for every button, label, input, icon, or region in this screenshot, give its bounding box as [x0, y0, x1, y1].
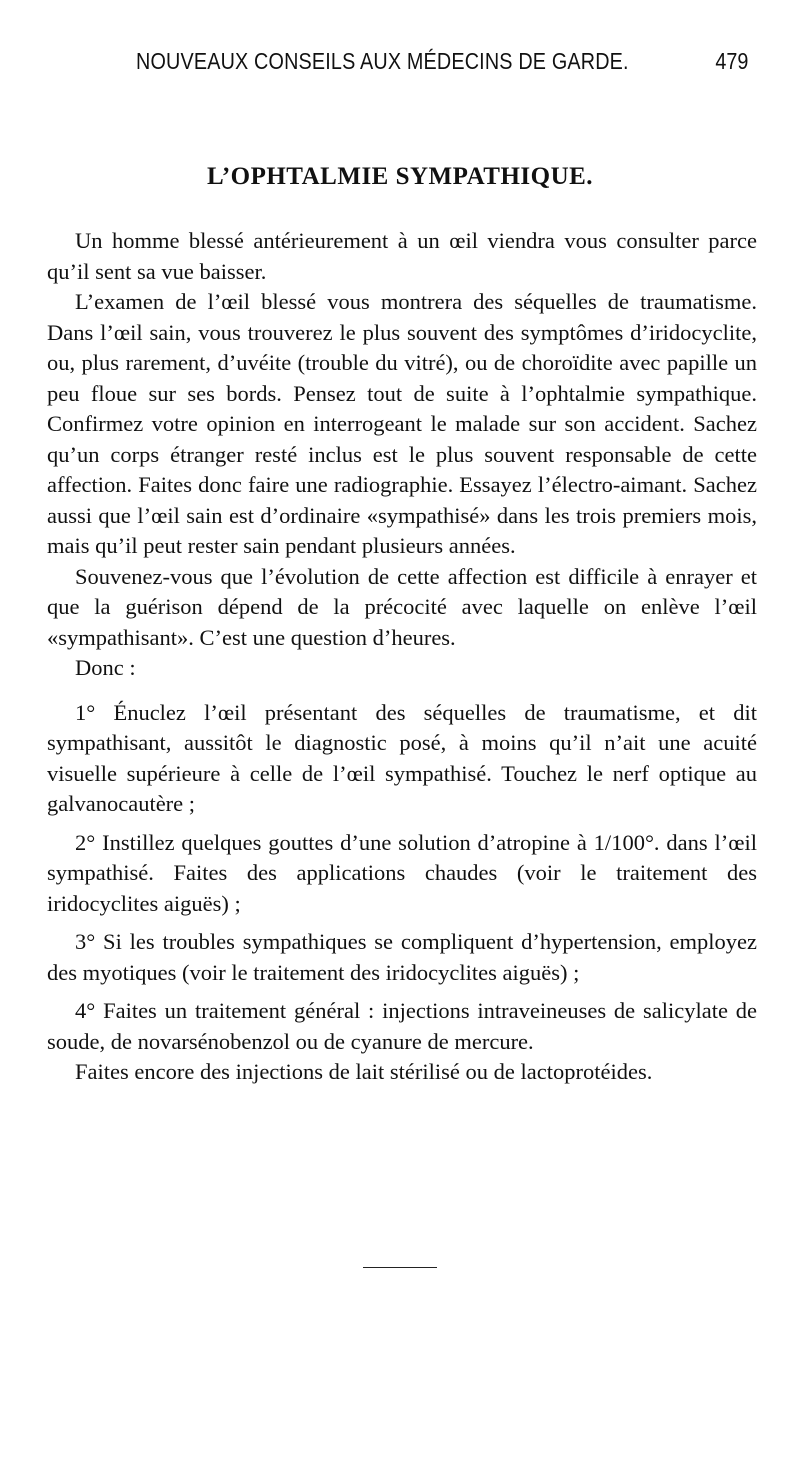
list-item-2: 2° Instillez quelques gouttes d’une solution d’atropine à 1/100°. dans l’œil sympathisé. Faites des applications chaudes (voir le traitement des iridocyclites aiguës) ;: [47, 829, 757, 916]
paragraph-examination: L’examen de l’œil blessé vous montrera des séquelles de traumatisme. Dans l’œil sain, vous trouverez le plus souvent des symptômes d’iridocyclite, ou, plus rarement, d’uvéite (trouble du vitré), ou de choroïdite avec papille un peu floue sur ses bords. Pensez tout de suite à l’ophtalmie sympathique. Confirmez votre opinion en interrogeant le malade sur son accident. Sachez qu’un corps étranger resté inclus est le plus souvent responsable de cette affection. Faites donc faire une radiographie. Essayez l’électro-aimant. Sachez aussi que l’œil sain est d’ordinaire «sympathisé» dans les trois premiers mois, mais qu’il peut rester sain pendant plusieurs années.: [47, 289, 757, 558]
paragraph-final: Faites encore des injections de lait stérilisé ou de lactoprotéides.: [75, 1059, 653, 1084]
list-item-1: 1° Énuclez l’œil présentant des séquelles de traumatisme, et dit sympathisant, aussitôt le diagnostic posé, à moins qu’il n’ait une acuité visuelle supérieure à celle de l’œil sympathisé. Touchez le nerf optique au galvanocautère ;: [47, 699, 757, 816]
list-item-3: 3° Si les troubles sympathiques se compliquent d’hypertension, employez des myotiques (voir le traitement des iridocyclites aiguës) ;: [47, 929, 757, 985]
page-number: 479: [714, 48, 748, 74]
chapter-title: L’OPHTALMIE SYMPATHIQUE.: [206, 163, 594, 190]
running-head: [0, 48, 800, 82]
running-head-title: NOUVEAUX CONSEILS AUX MÉDECINS DE GARDE.: [136, 48, 629, 74]
paragraph-evolution: Souvenez-vous que l’évolution de cette affection est difficile à enrayer et que la guérison dépend de la précocité avec laquelle on enlève l’œil «sympathisant». C’est une question d’heures.: [47, 563, 757, 650]
list-item-4: 4° Faites un traitement général : injections intraveineuses de salicylate de soude, de novarsénobenzol ou de cyanure de mercure.: [47, 998, 757, 1054]
end-rule: [363, 1267, 437, 1268]
body-text: [47, 226, 757, 1088]
paragraph-intro: Un homme blessé antérieurement à un œil viendra vous consulter parce qu’il sent sa vue baisser.: [47, 228, 757, 284]
paragraph-donc: Donc :: [75, 655, 136, 680]
